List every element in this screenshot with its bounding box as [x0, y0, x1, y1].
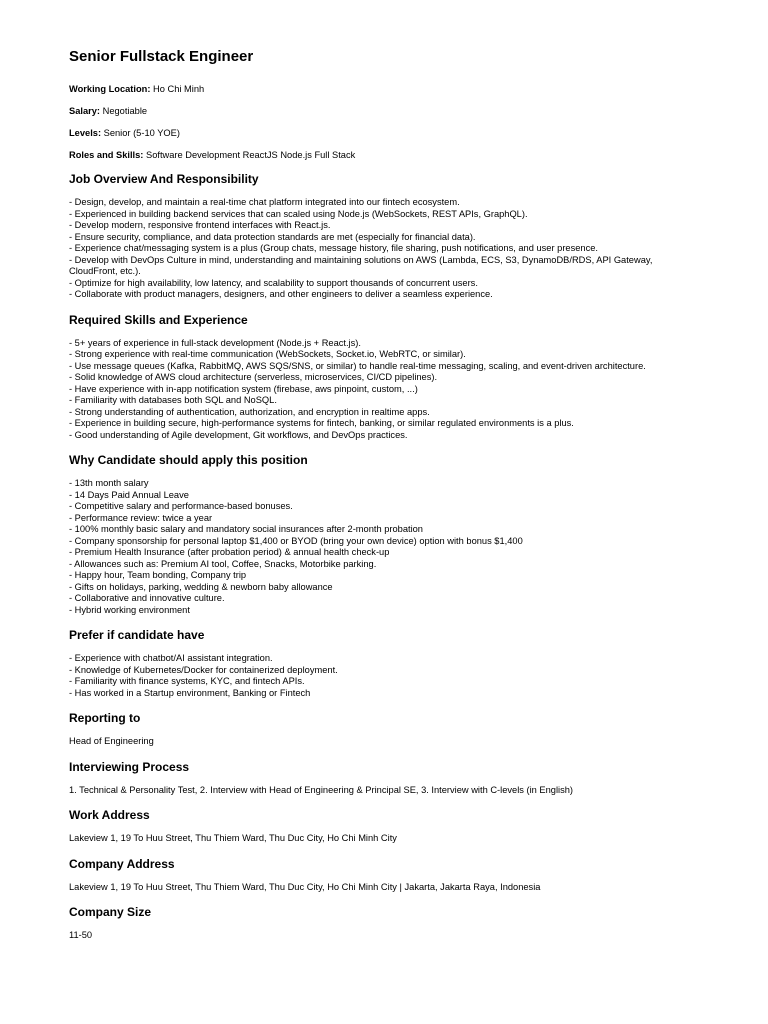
- meta-roles-and-skills: [69, 150, 728, 161]
- section-body-company-address: [69, 882, 728, 894]
- section-line: - Experienced in building backend services that can scaled using Node.js (WebSockets, REST APIs, GraphQL).: [69, 208, 528, 219]
- meta-levels: [69, 128, 728, 139]
- section-heading-company-address: Company Address: [69, 856, 175, 871]
- section-body-prefer-if-candidate-have: [69, 653, 728, 699]
- section-line: - Develop modern, responsive frontend interfaces with React.js.: [69, 220, 331, 230]
- section-line: - Familiarity with databases both SQL and NoSQL.: [69, 395, 277, 405]
- section-line: - Performance review: twice a year: [69, 512, 213, 523]
- section-body-why-candidate-should-apply-this-position: [69, 478, 728, 616]
- section-line: - Premium Health Insurance (after probation period) & annual health check-up: [69, 547, 390, 557]
- section-body-job-overview-and-responsibility: [69, 197, 728, 301]
- section-line: 11-50: [69, 930, 93, 940]
- section-line: - Develop with DevOps Culture in mind, understanding and maintaining solutions on AWS (Lambda, ECS, S3, DynamoDB/RDS, API Gateway,: [69, 254, 653, 265]
- section-line: - Knowledge of Kubernetes/Docker for containerized deployment.: [69, 664, 338, 675]
- meta-value: Software Development ReactJS Node.js Full Stack: [143, 150, 356, 160]
- meta-key: Roles and Skills:: [69, 150, 144, 160]
- section-line: - Use message queues (Kafka, RabbitMQ, AWS SQS/SNS, or similar) to handle real-time messaging, scaling, and event-driven architecture.: [69, 360, 646, 371]
- section-body-work-address: [69, 833, 728, 845]
- section-line: - Design, develop, and maintain a real-time chat platform integrated into our fintech ecosystem.: [69, 197, 460, 207]
- section-line: - Good understanding of Agile development, Git workflows, and DevOps practices.: [69, 429, 408, 440]
- section-line: - Optimize for high availability, low latency, and scalability to support thousands of concurrent users.: [69, 277, 478, 288]
- section-line: - 100% monthly basic salary and mandatory social insurances after 2-month probation: [69, 524, 423, 534]
- section-body-company-size: [69, 930, 728, 942]
- section-line: - Solid knowledge of AWS cloud architecture (serverless, microservices, CI/CD pipelines).: [69, 372, 438, 382]
- section-line: 1. Technical & Personality Test, 2. Interview with Head of Engineering & Principal SE, 3. Interview with C-levels (in English): [69, 784, 573, 795]
- section-line: - Strong understanding of authentication, authorization, and encryption in realtime apps.: [69, 406, 430, 417]
- section-line: - Hybrid working environment: [69, 604, 190, 615]
- section-body-required-skills-and-experience: [69, 338, 728, 442]
- section-line: - Has worked in a Startup environment, Banking or Fintech: [69, 687, 311, 698]
- section-heading-work-address: Work Address: [69, 808, 150, 822]
- meta-key: Levels:: [69, 128, 102, 138]
- section-line: - Familiarity with finance systems, KYC, and fintech APIs.: [69, 676, 305, 686]
- section-line: - Gifts on holidays, parking, wedding & newborn baby allowance: [69, 581, 333, 592]
- section-heading-interviewing-process: Interviewing Process: [69, 759, 190, 774]
- section-line: - Allowances such as: Premium AI tool, Coffee, Snacks, Motorbike parking.: [69, 558, 377, 569]
- section-line: - 14 Days Paid Annual Leave: [69, 489, 189, 500]
- section-line: - Experience in building secure, high-performance systems for fintech, banking, or similar regulated environments is a plus.: [69, 418, 574, 428]
- section-heading-reporting-to: Reporting to: [69, 711, 141, 725]
- section-body-reporting-to: [69, 736, 728, 748]
- meta-salary: [69, 106, 728, 117]
- section-heading-prefer-if-candidate-have: Prefer if candidate have: [69, 628, 205, 642]
- section-line: - Competitive salary and performance-based bonuses.: [69, 501, 293, 511]
- section-line: - Experience chat/messaging system is a plus (Group chats, message history, file sharing, push notifications, and user presence.: [69, 243, 598, 253]
- section-heading-required-skills-and-experience: Required Skills and Experience: [69, 312, 248, 327]
- section-heading-company-size: Company Size: [69, 905, 152, 919]
- meta-value: Ho Chi Minh: [150, 84, 205, 94]
- section-line: - 13th month salary: [69, 478, 149, 488]
- job-title: Senior Fullstack Engineer: [69, 48, 254, 65]
- section-line: - Company sponsorship for personal laptop $1,400 or BYOD (bring your own device) option with bonus $1,400: [69, 535, 523, 546]
- section-line: - Collaborative and innovative culture.: [69, 593, 225, 603]
- meta-value: Senior (5-10 YOE): [101, 128, 180, 138]
- section-line: - Happy hour, Team bonding, Company trip: [69, 570, 247, 580]
- meta-value: Negotiable: [100, 106, 148, 116]
- section-line: - Collaborate with product managers, designers, and other engineers to deliver a seamless experience.: [69, 289, 493, 299]
- meta-key: Working Location:: [69, 84, 151, 94]
- section-line: - 5+ years of experience in full-stack development (Node.js + React.js).: [69, 337, 361, 348]
- section-line: Lakeview 1, 19 To Huu Street, Thu Thiem Ward, Thu Duc City, Ho Chi Minh City: [69, 833, 397, 843]
- section-line: CloudFront, etc.).: [69, 266, 141, 276]
- job-sections: [69, 172, 728, 942]
- meta-working-location: [69, 84, 728, 95]
- section-line: Lakeview 1, 19 To Huu Street, Thu Thiem Ward, Thu Duc City, Ho Chi Minh City | Jakarta, Jakarta Raya, Indonesia: [69, 881, 541, 892]
- section-line: - Strong experience with real-time communication (WebSockets, Socket.io, WebRTC, or similar).: [69, 349, 466, 359]
- meta-key: Salary:: [69, 106, 101, 116]
- section-line: - Ensure security, compliance, and data protection standards are met (especially for financial data).: [69, 231, 476, 242]
- section-heading-why-candidate-should-apply-this-position: Why Candidate should apply this position: [69, 453, 308, 467]
- section-body-interviewing-process: [69, 785, 728, 797]
- section-line: - Have experience with in-app notification system (firebase, aws pinpoint, custom, ...): [69, 383, 418, 394]
- section-line: Head of Engineering: [69, 736, 154, 746]
- section-heading-job-overview-and-responsibility: Job Overview And Responsibility: [69, 172, 259, 186]
- job-meta: [69, 84, 728, 161]
- section-line: - Experience with chatbot/AI assistant integration.: [69, 653, 273, 663]
